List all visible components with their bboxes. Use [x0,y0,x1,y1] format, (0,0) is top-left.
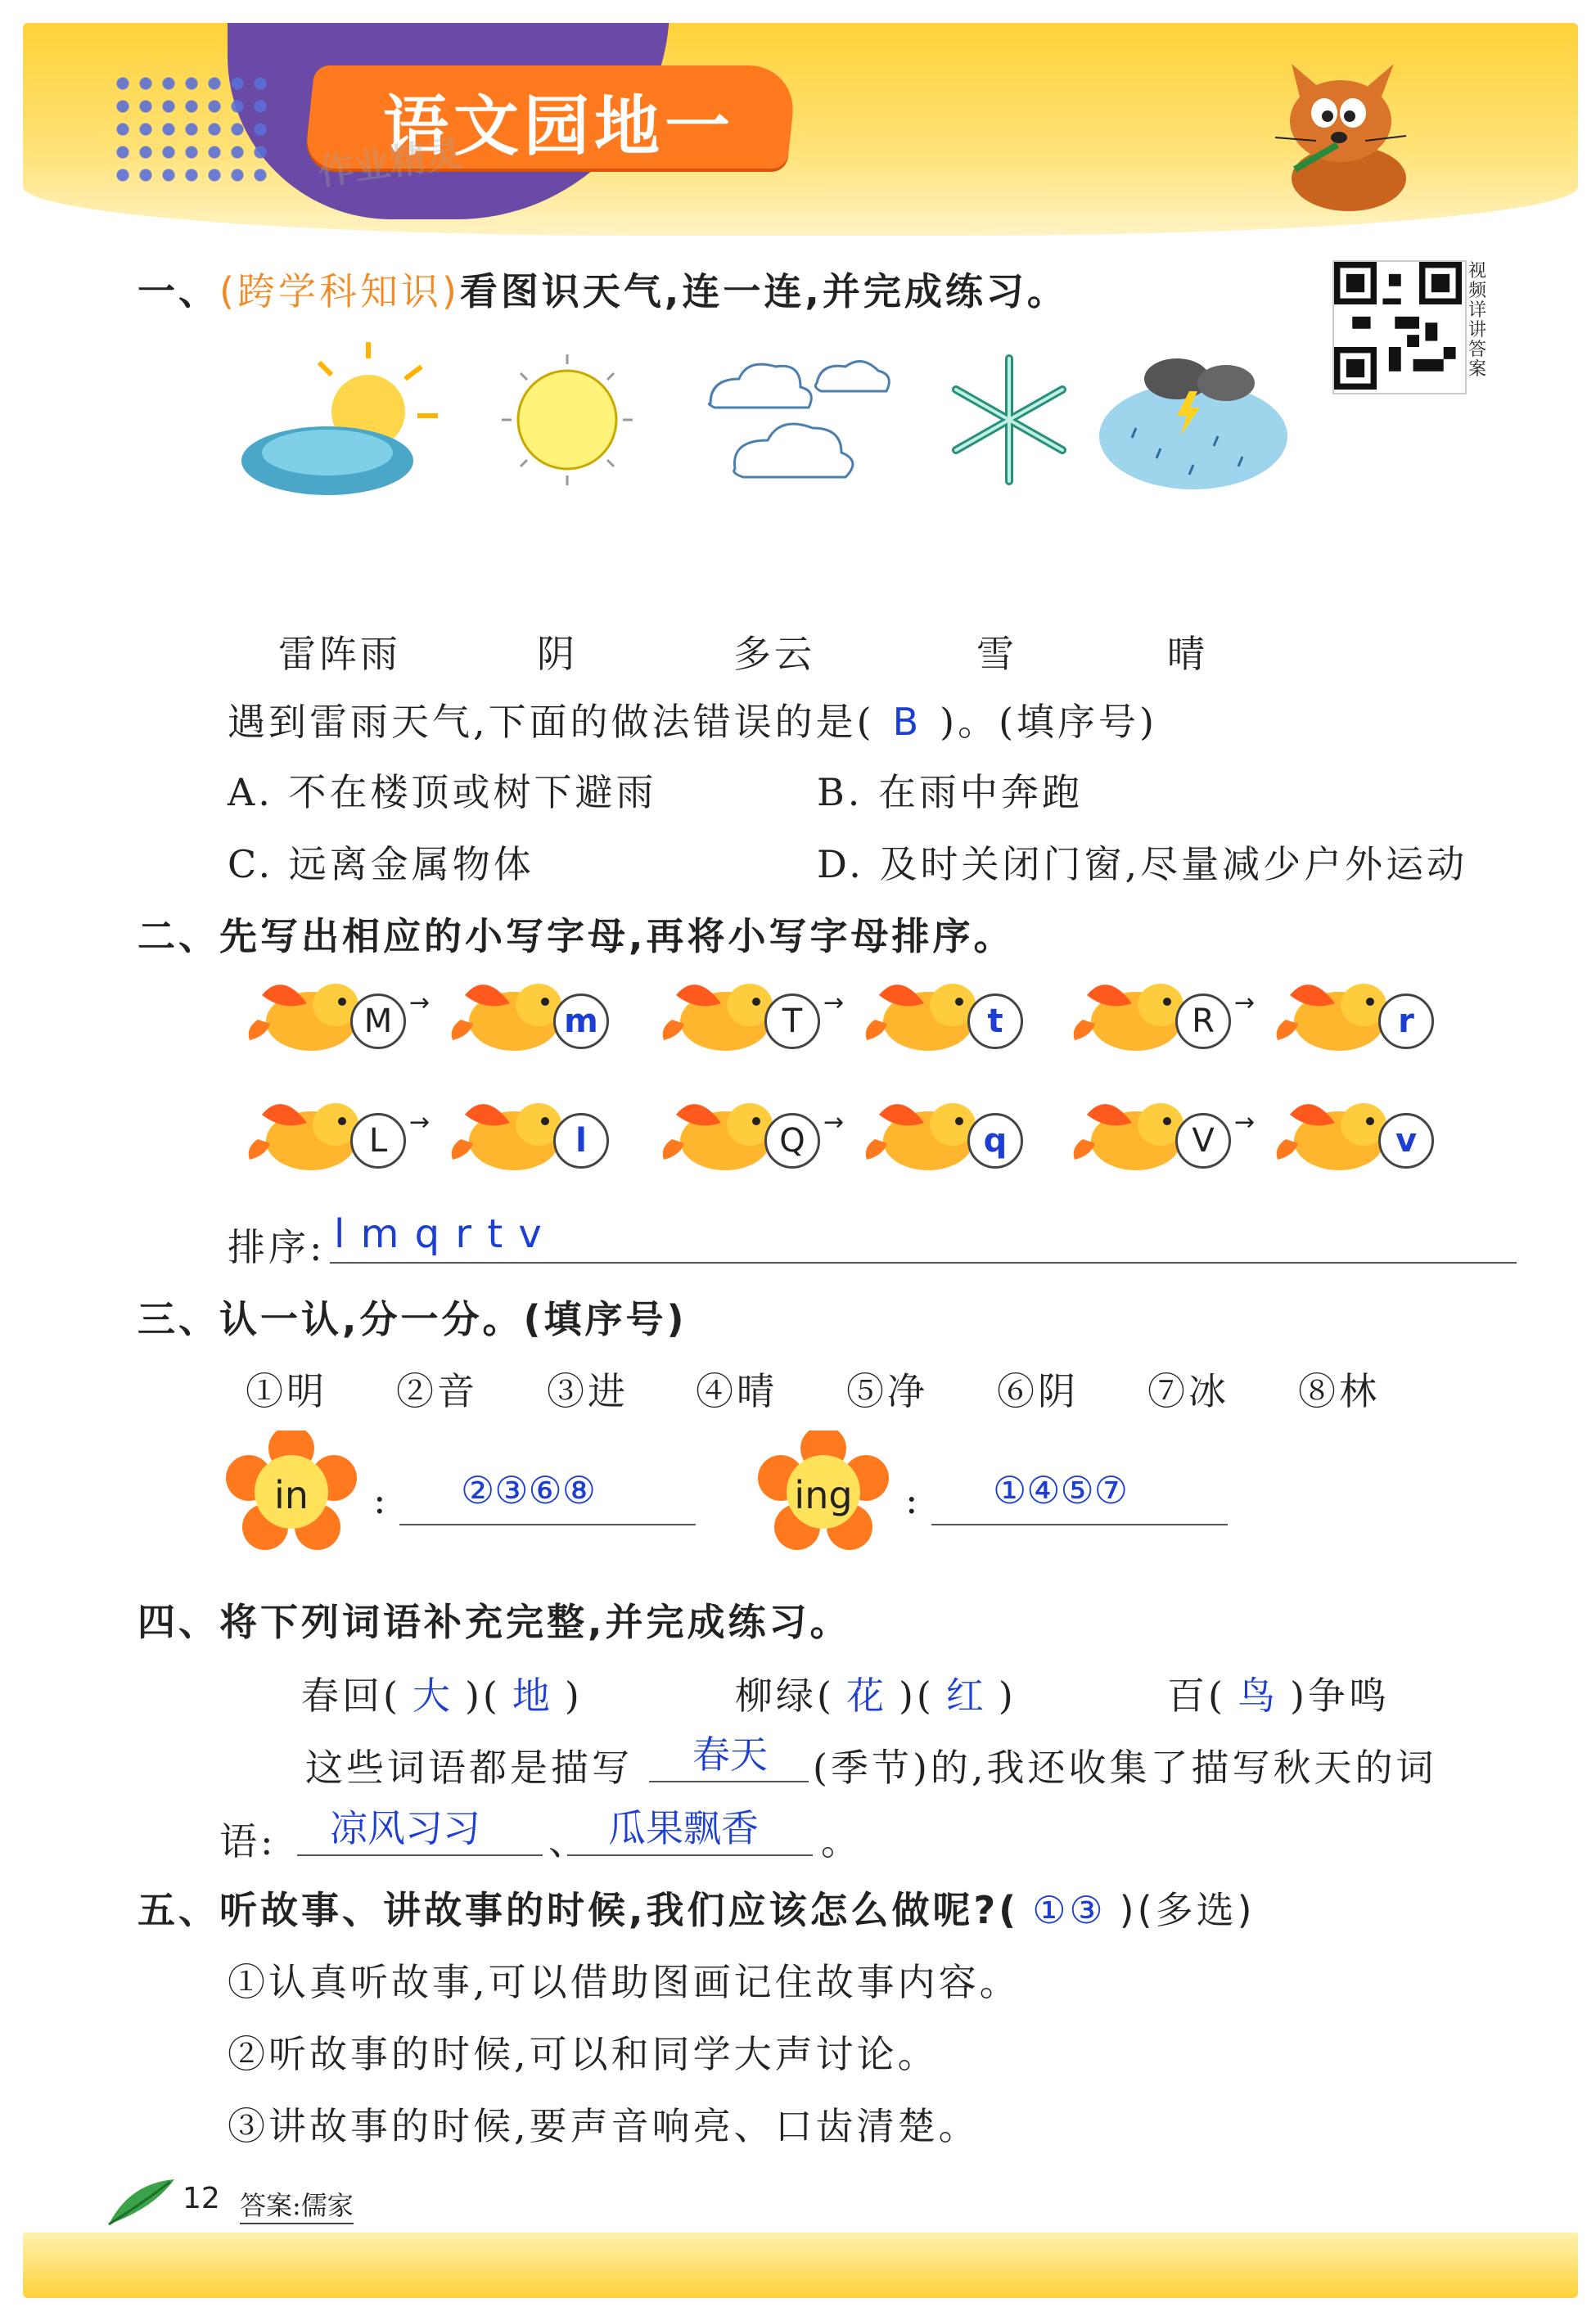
q4-idiom-1 [301,1666,583,1720]
q4-title: 四、将下列词语补充完整,并完成练习。 [138,1600,851,1644]
qr-side-text: 视频详讲答案 [1468,261,1487,380]
q1-tag: (跨学科知识) [219,269,460,313]
footer-band [23,2233,1578,2298]
weather-word[interactable]: 多云 [733,632,815,676]
q1-answer[interactable]: B [892,700,922,744]
idiom-text: ) [998,1674,1017,1718]
group-label-in: in [274,1473,309,1517]
idiom-answer[interactable]: 鸟 [1237,1674,1278,1718]
q1-subquestion [228,692,1157,746]
q4-season-line [649,1781,809,1782]
group-answer-ing[interactable]: ①④⑤⑦ [993,1468,1128,1512]
idiom-text: )争鸣 [1289,1674,1390,1718]
lowercase-answer[interactable]: t [967,994,1023,1049]
arrow-right-icon: → [823,1108,845,1137]
arrow-right-icon: → [409,1108,431,1137]
uppercase-letter: V [1175,1113,1231,1169]
q4-end: 。 [821,1819,862,1863]
lowercase-answer[interactable]: l [553,1113,609,1169]
q5-item-2: ②听故事的时候,可以和同学大声讨论。 [228,2032,939,2076]
q1-option-a: A. 不在楼顶或树下避雨 [228,770,657,814]
q3-character[interactable]: ①明 [246,1369,327,1413]
weather-word[interactable]: 雷阵雨 [278,632,401,676]
q4-autumn-2[interactable]: 瓜果飘香 [608,1806,759,1850]
q3-character[interactable]: ④晴 [696,1369,778,1413]
page-title: 语文园地一 [383,88,735,164]
q3-character[interactable]: ③进 [547,1369,629,1413]
q4-autumn-line-2 [567,1854,813,1856]
group-colon: : [373,1478,390,1522]
idiom-text: 柳绿( [735,1674,835,1718]
q4-idiom-2 [735,1666,1017,1720]
qr-code-icon [1334,262,1462,390]
q4-line-1b: (季节)的,我还收集了描写秋天的词 [813,1746,1437,1790]
q4-season-answer[interactable]: 春天 [692,1733,768,1777]
q1-title [138,262,1068,316]
q5-prompt: 五、听故事、讲故事的时候,我们应该怎么做呢?( [138,1888,1020,1932]
footer-answer-label: 答案:儒家 [240,2185,354,2224]
q5-item-1: ①认真听故事,可以借助图画记住故事内容。 [228,1960,1021,2004]
leaf-icon [105,2175,178,2233]
q3-character[interactable]: ⑥阴 [997,1369,1079,1413]
group-line-ing [931,1524,1228,1525]
q3-character[interactable]: ⑦冰 [1147,1369,1229,1413]
partly-cloudy-icon[interactable] [237,338,450,502]
q4-autumn-1[interactable]: 凉风习习 [330,1806,480,1850]
group-label-ing: ing [794,1473,853,1517]
clouds-icon[interactable] [694,346,899,493]
q3-character[interactable]: ⑤净 [846,1369,928,1413]
dot-pattern [111,72,275,187]
weather-word[interactable]: 晴 [1167,632,1208,676]
watermark-text: 作业精灵 [315,132,465,194]
q1-prompt: 看图识天气,连一连,并完成练习。 [459,269,1068,313]
idiom-text: 百( [1167,1674,1226,1718]
q5-suffix: )(多选) [1119,1888,1256,1932]
q4-sep: 、 [548,1819,589,1863]
q2-order-answer[interactable]: l m q r t v [334,1211,543,1257]
q4-idiom-3 [1167,1666,1390,1720]
q4-autumn-line-1 [297,1854,543,1856]
weather-word[interactable]: 阴 [537,632,578,676]
q2-title: 二、先写出相应的小写字母,再将小写字母排序。 [138,914,1015,958]
idiom-answer[interactable]: 红 [945,1674,987,1718]
q2-order-label: 排序: [228,1225,326,1269]
page-number: 12 [183,2182,220,2215]
q5-answer[interactable]: ①③ [1032,1888,1107,1932]
idiom-text: 春回( [301,1674,401,1718]
arrow-right-icon: → [823,989,845,1017]
arrow-right-icon: → [409,989,431,1017]
lowercase-answer[interactable]: m [553,994,609,1049]
weather-word[interactable]: 雪 [976,632,1017,676]
q5-title [138,1881,1256,1935]
idiom-text: ) [564,1674,583,1718]
q2-order-line [330,1262,1517,1264]
arrow-right-icon: → [1234,989,1256,1017]
q5-item-3: ③讲故事的时候,要声音响亮、口齿清楚。 [228,2104,980,2148]
qr-code[interactable] [1332,260,1467,394]
uppercase-letter: Q [764,1113,820,1169]
lowercase-answer[interactable]: v [1378,1113,1434,1169]
workbook-page [23,23,1578,2298]
q1-option-d: D. 及时关闭门窗,尽量减少户外运动 [817,842,1468,886]
group-answer-in[interactable]: ②③⑥⑧ [461,1468,596,1512]
q4-line-1a: 这些词语都是描写 [305,1746,633,1790]
cat-mascot-icon [1242,56,1455,228]
q3-title: 三、认一认,分一分。(填序号) [138,1297,688,1341]
sun-icon[interactable] [489,346,645,493]
q3-character[interactable]: ⑧林 [1298,1369,1380,1413]
idiom-answer[interactable]: 地 [512,1674,553,1718]
q1-option-b: B. 在雨中奔跑 [817,770,1084,814]
q1-sub-suffix: )。(填序号) [940,700,1157,744]
idiom-text: )( [464,1674,501,1718]
arrow-right-icon: → [1234,1108,1256,1137]
lowercase-answer[interactable]: r [1378,994,1434,1049]
uppercase-letter: L [350,1113,406,1169]
idiom-text: )( [898,1674,935,1718]
thunderstorm-icon[interactable] [1095,346,1292,493]
uppercase-letter: R [1175,994,1231,1049]
q4-line-2a: 语: [219,1819,277,1863]
q1-sub-prompt: 遇到雷雨天气,下面的做法错误的是( [228,700,875,744]
snowflake-icon[interactable] [940,350,1079,489]
idiom-answer[interactable]: 大 [412,1674,453,1718]
group-line-in [399,1524,696,1525]
q1-option-c: C. 远离金属物体 [228,842,534,886]
q1-number: 一、 [138,269,219,313]
group-colon: : [905,1478,922,1522]
uppercase-letter: T [764,994,820,1049]
q3-character[interactable]: ②音 [396,1369,478,1413]
uppercase-letter: M [350,994,406,1049]
idiom-answer[interactable]: 花 [845,1674,887,1718]
lowercase-answer[interactable]: q [967,1113,1023,1169]
